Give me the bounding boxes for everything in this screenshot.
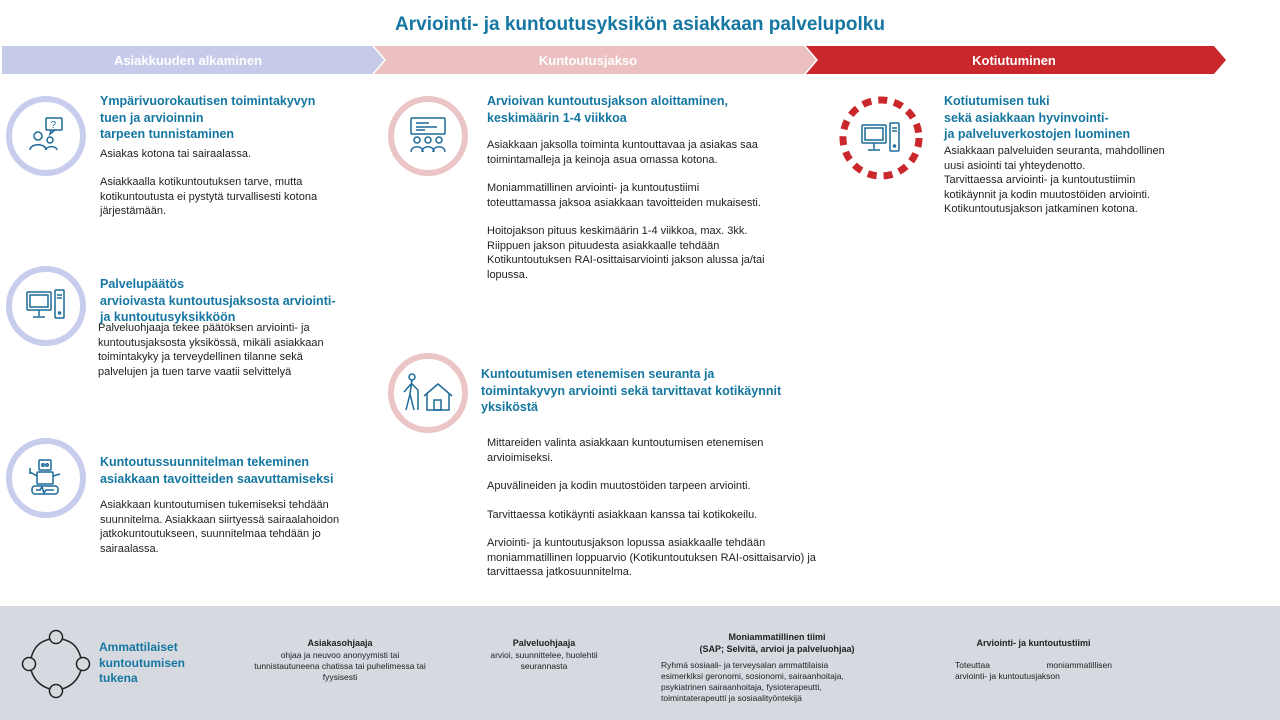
- dotted-circle: [838, 95, 924, 181]
- network-icon: [20, 628, 92, 700]
- footer-tiimi-heading: Moniammatillinen tiimi (SAP; Selvitä, arvioi ja palveluohjaa): [699, 632, 855, 654]
- step-text-1b: Asiakkaalla kotikuntoutuksen tarve, mutta kotikuntoutusta ei pystytä turvallisesti kotona järjestämään.: [100, 176, 318, 218]
- footer-title: Ammattilaiset kuntoutumisen tukena: [99, 640, 185, 686]
- svg-text:?: ?: [50, 120, 57, 131]
- step-text-4c: Hoitojakson pituus keskimäärin 1-4 viikkoa, max. 3kk. Riippuen jakson pituudesta asiakkaalle tehdään Kotikuntoutuksen RAI-osittaisarviointi jakson alussa ja/tai lopussa.: [487, 225, 765, 281]
- step-text-1a: Asiakas kotona tai sairaalassa.: [100, 148, 252, 160]
- step-text-5a: Mittareiden valinta asiakkaan kuntoutumisen etenemisen arvioimiseksi.: [487, 437, 764, 464]
- footer-palveluohjaaja-heading: Palveluohjaaja: [512, 638, 576, 648]
- step-text-6: Asiakkaan palveluiden seuranta, mahdollinen uusi asiointi tai yhteydenotto. Tarvittaessa arviointi- ja kuntoutustiimin kotikäynnit ja kodin muutostöiden arviointi. Kotikuntoutusjakson jatkaminen kotona.: [944, 145, 1165, 216]
- computer-icon-circle: [6, 266, 86, 346]
- meeting-icon: [407, 116, 449, 156]
- phase-label-2: Kuntoutusjakso: [538, 53, 638, 68]
- phase-label-3: Kotiutuminen: [972, 53, 1056, 68]
- step-title-2: Palvelupäätös arvioivasta kuntoutusjaksosta arviointi- ja kuntoutusyksikköön: [100, 277, 336, 324]
- footer-asiakasohjaaja-text: ohjaa ja neuvoo anonyymisti tai tunnistautuneena chatissa tai puhelimessa tai fyysisesti: [254, 650, 426, 683]
- step-title-6: Kotiutumisen tuki sekä asiakkaan hyvinvointi- ja palveluverkostojen luominen: [944, 94, 1131, 141]
- step-title-5: Kuntoutumisen etenemisen seuranta ja toimintakyvyn arviointi sekä tarvittavat kotikäynnit yksiköstä: [481, 367, 782, 414]
- computer-icon: [25, 286, 67, 326]
- step-title-1: Ympärivuorokautisen toimintakyvyn tuen ja arvioinnin tarpeen tunnistaminen: [100, 94, 316, 141]
- step-text-5b: Apuvälineiden ja kodin muutostöiden tarpeen arviointi.: [487, 480, 751, 492]
- step-text-5d: Arviointi- ja kuntoutusjakson lopussa asiakkaalle tehdään moniammatillinen loppuarvio (Kotikuntoutuksen RAI-osittaisarvio) ja tarvittaessa jatkosuunnitelma.: [487, 537, 816, 579]
- elderly-house-icon: [400, 372, 456, 414]
- elderly-house-icon-circle: [388, 353, 468, 433]
- step-text-3: Asiakkaan kuntoutumisen tukemiseksi tehdään suunnitelma. Asiakkaan siirtyessä sairaalahoidon jatkokuntoutukseen, suunnitelmaa tehdään jo sairaalassa.: [100, 499, 340, 555]
- footer-kuntoutustiimi-heading: Arviointi- ja kuntoutustiimi: [976, 638, 1091, 648]
- footer-tiimi-text: Ryhmä sosiaali- ja terveysalan ammattilaisia esimerkiksi geronomi, sosionomi, sairaanhoitaja, psykiatrinen sairaanhoitaja, fysioterapeutti, toimintaterapeutti ja sosiaalityöntekijä: [661, 660, 844, 704]
- person-question-icon: [26, 116, 66, 156]
- computer-icon: [862, 123, 899, 151]
- footer-kuntoutustiimi-word-1: Toteuttaa: [955, 660, 990, 670]
- meeting-icon-circle: [388, 96, 468, 176]
- step-text-4a: Asiakkaan jaksolla toiminta kuntouttavaa ja asiakas saa toimintamalleja ja keinoja asua omassa kotona.: [487, 139, 758, 166]
- phase-label-1: Asiakkuuden alkaminen: [113, 53, 263, 68]
- footer-palveluohjaaja-text: arvioi, suunnittelee, huolehtii seurannasta: [490, 650, 598, 672]
- person-question-icon-circle: [6, 96, 86, 176]
- step-title-3: Kuntoutussuunnitelman tekeminen asiakkaan tavoitteiden saavuttamiseksi: [100, 455, 334, 486]
- page-title: Arviointi- ja kuntoutusyksikön asiakkaan palvelupolku: [395, 14, 885, 35]
- footer-asiakasohjaaja-heading: Asiakasohjaaja: [307, 638, 373, 648]
- footer-kuntoutustiimi-word-2: moniammatillisen: [1046, 660, 1112, 670]
- step-text-4b: Moniammatillinen arviointi- ja kuntoutustiimi toteuttamassa jaksoa asiakkaan tavoitteiden mukaisesti.: [487, 182, 761, 209]
- robot-icon: [26, 458, 66, 498]
- step-title-4: Arvioivan kuntoutusjakson aloittaminen, keskimäärin 1-4 viikkoa: [487, 94, 729, 125]
- footer-kuntoutustiimi-text: Toteuttaa moniammatillisen arviointi- ja kuntoutusjakson: [955, 660, 1112, 682]
- robot-icon-circle: [6, 438, 86, 518]
- step-text-2: Palveluohjaaja tekee päätöksen arviointi- ja kuntoutusjaksosta yksikössä, mikäli asiakkaan toimintakyky ja terveydellinen tilanne sekä palvelujen ja tuen tarve vaatii selvittelyä: [98, 322, 324, 378]
- step-text-5c: Tarvittaessa kotikäynti asiakkaan kanssa tai kotikokeilu.: [487, 509, 758, 521]
